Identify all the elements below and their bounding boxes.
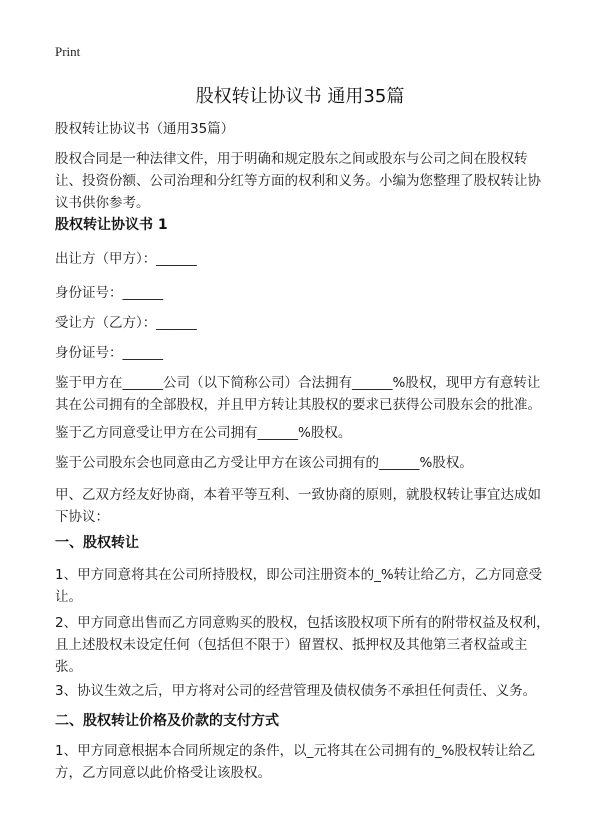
transferor-id-field: 身份证号：______: [55, 285, 163, 301]
whereas-paragraph-1: 鉴于甲方在______公司（以下简称公司）合法拥有______%股权，现甲方有意转让其在公司拥有的全部股权，并且甲方转让其股权的要求已获得公司股东会的批准。: [55, 375, 541, 413]
chapter2-heading: 二、股权转让价格及价款的支付方式: [55, 713, 279, 729]
chapter1-item-3: 3、协议生效之后，甲方将对公司的经营管理及债权债务不承担任何责任、义务。: [55, 683, 537, 699]
section-heading: 股权转让协议书 1: [55, 217, 168, 233]
print-link[interactable]: Print: [55, 44, 81, 59]
transferee-id-field: 身份证号：______: [55, 345, 163, 361]
transferee-field: 受让方（乙方）：______: [55, 315, 197, 331]
agreement-paragraph: 甲、乙双方经友好协商，本着平等互利、一致协商的原则，就股权转让事宜达成如下协议：: [55, 487, 541, 525]
intro-paragraph: 股权合同是一种法律文件，用于明确和规定股东之间或股东与公司之间在股权转让、投资份额、公司治理和分红等方面的权利和义务。小编为您整理了股权转让协议书供你参考。: [55, 151, 541, 211]
chapter1-item-2: 2、甲方同意出售而乙方同意购买的股权，包括该股权项下所有的附带权益及权利，且上述股权未设定任何（包括但不限于）留置权、抵押权及其他第三者权益或主张。: [55, 615, 550, 675]
chapter2-item-1: 1、甲方同意根据本合同所规定的条件，以_元将其在公司拥有的_%股权转让给乙方，乙方同意以此价格受让该股权。: [55, 743, 536, 781]
chapter1-item-1: 1、甲方同意将其在公司所持股权，即公司注册资本的_%转让给乙方，乙方同意受让。: [55, 567, 543, 605]
page-title: 股权转让协议书 通用35篇: [195, 86, 405, 107]
whereas-paragraph-2: 鉴于乙方同意受让甲方在公司拥有______%股权。: [55, 425, 352, 441]
whereas-paragraph-3: 鉴于公司股东会也同意由乙方受让甲方在该公司拥有的______%股权。: [55, 455, 473, 471]
transferor-field: 出让方（甲方）：______: [55, 251, 197, 267]
document-subtitle: 股权转让协议书（通用35篇）: [55, 121, 235, 137]
chapter1-heading: 一、股权转让: [55, 535, 139, 551]
